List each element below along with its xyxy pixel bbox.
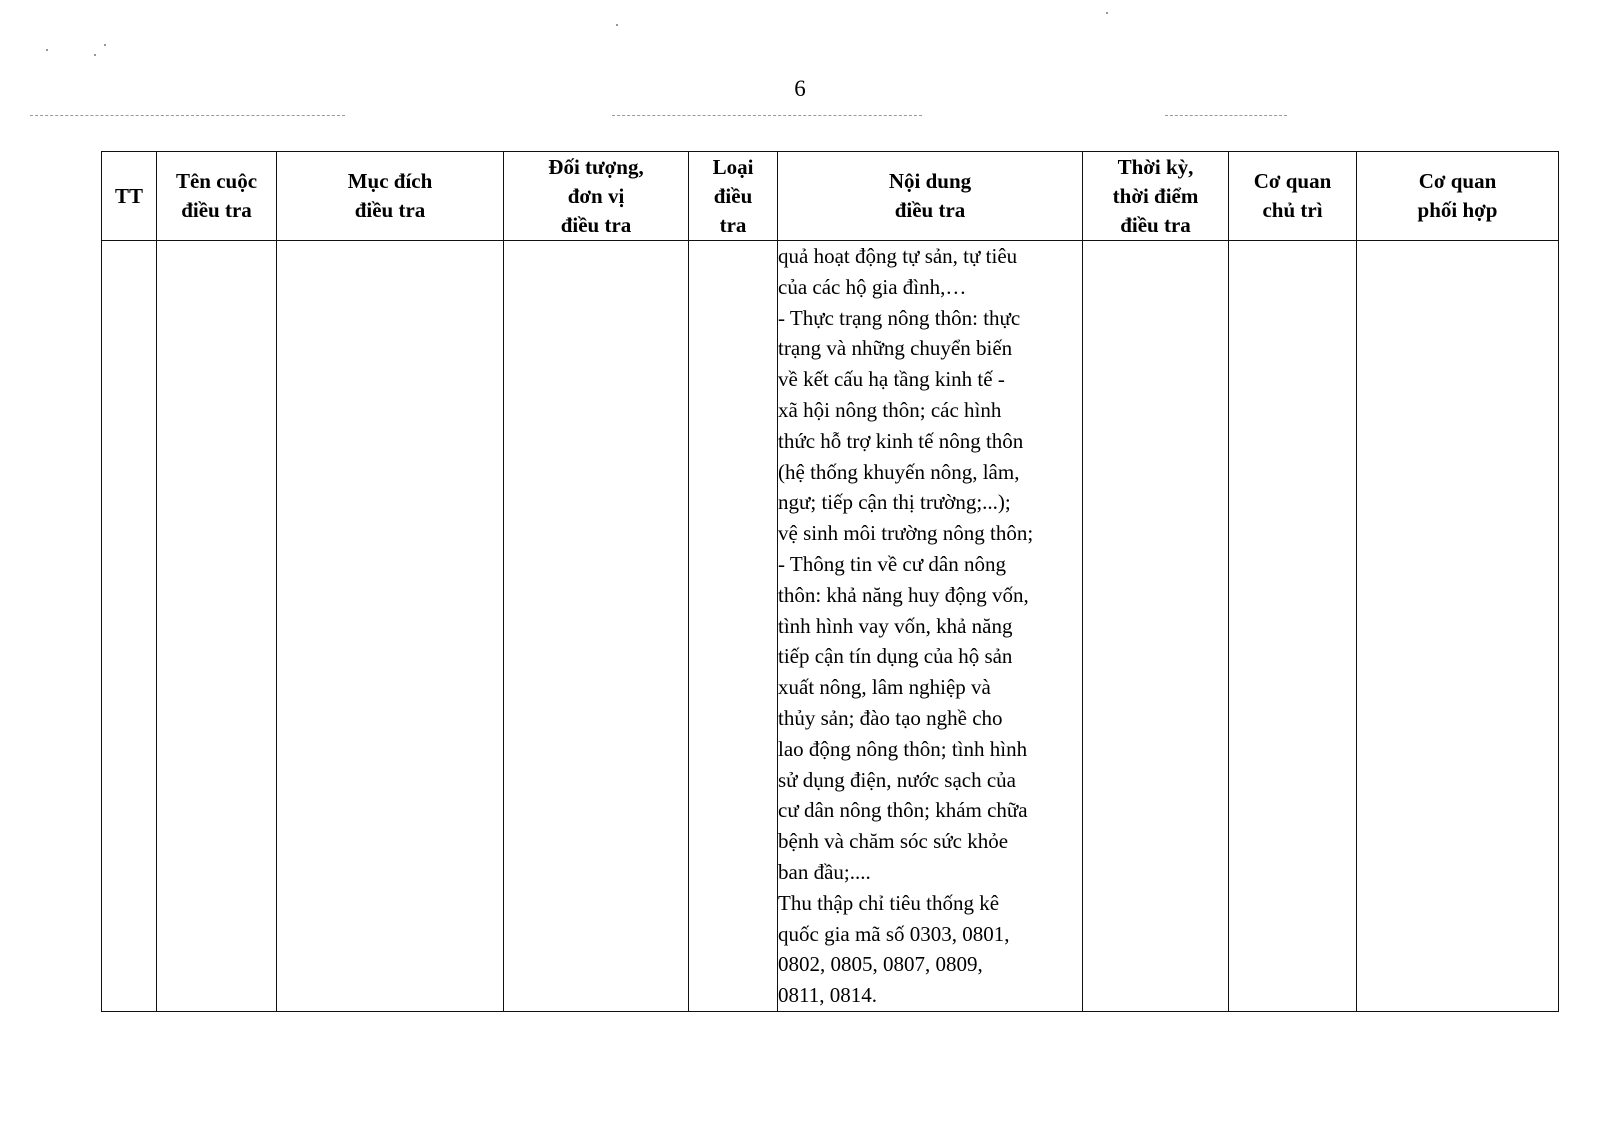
header-thoi-ky [1083, 152, 1229, 241]
header-ten-cuoc-dieu-tra-label: Tên cuộc điều tra [175, 169, 258, 222]
cell-thoi-ky [1083, 241, 1229, 1012]
header-rule-left [30, 115, 345, 116]
header-co-quan-chu-tri [1229, 152, 1357, 241]
header-doi-tuong [504, 152, 689, 241]
cell-loai [689, 241, 778, 1012]
header-muc-dich-label: Mục đích điều tra [347, 169, 433, 222]
content-line: ngư; tiếp cận thị trường;...); [778, 490, 1011, 515]
page-number: 6 [794, 76, 806, 101]
table-header-row [102, 152, 1559, 241]
content-line: thức hỗ trợ kinh tế nông thôn [778, 428, 1024, 453]
table-row [102, 241, 1559, 1012]
scan-speck [104, 44, 106, 46]
header-tt-label: TT [114, 183, 143, 208]
content-line: - Thông tin về cư dân nông [778, 551, 1006, 576]
content-line: sử dụng điện, nước sạch của [778, 767, 1016, 792]
scan-speck [616, 24, 618, 26]
content-line: tình hình vay vốn, khả năng [778, 613, 1013, 638]
content-line: lao động nông thôn; tình hình [778, 736, 1028, 761]
content-line: của các hộ gia đình,… [778, 274, 967, 299]
content-line: bệnh và chăm sóc sức khỏe [778, 829, 1009, 854]
header-thoi-ky-label: Thời kỳ, thời điểm điều tra [1112, 154, 1199, 237]
header-rule-center [612, 115, 922, 116]
noi-dung-text [778, 241, 1082, 1011]
cell-tt [102, 241, 157, 1012]
content-line: thủy sản; đào tạo nghề cho [778, 705, 1003, 730]
cell-noi-dung [778, 241, 1083, 1012]
content-line: (hệ thống khuyến nông, lâm, [778, 459, 1020, 484]
content-line: - Thực trạng nông thôn: thực [778, 305, 1021, 330]
content-line: thôn: khả năng huy động vốn, [778, 582, 1029, 607]
content-line: xã hội nông thôn; các hình [778, 397, 1002, 422]
scan-speck [46, 49, 48, 51]
header-co-quan-phoi-hop-label: Cơ quan phối hợp [1417, 169, 1498, 222]
cell-co-quan-chu-tri [1229, 241, 1357, 1012]
header-tt [102, 152, 157, 241]
survey-table [101, 151, 1559, 1012]
content-line: quốc gia mã số 0303, 0801, [778, 921, 1010, 946]
header-noi-dung [778, 152, 1083, 241]
content-line: về kết cấu hạ tầng kinh tế - [778, 367, 1005, 392]
content-line: vệ sinh môi trường nông thôn; [778, 521, 1034, 546]
header-loai-dieu-tra-label: Loại điều tra [712, 154, 754, 237]
content-line: quả hoạt động tự sản, tự tiêu [778, 244, 1018, 268]
cell-ten-cuoc-dieu-tra [157, 241, 277, 1012]
header-ten-cuoc-dieu-tra [157, 152, 277, 241]
content-line: Thu thập chỉ tiêu thống kê [778, 890, 1000, 915]
scan-speck [94, 54, 96, 56]
cell-muc-dich [277, 241, 504, 1012]
header-rule-right [1165, 115, 1287, 116]
scan-speck [1106, 12, 1108, 14]
content-line: ban đầu;.... [778, 859, 871, 884]
cell-co-quan-phoi-hop [1357, 241, 1559, 1012]
header-noi-dung-label: Nội dung điều tra [888, 169, 972, 222]
cell-doi-tuong [504, 241, 689, 1012]
content-line: 0811, 0814. [778, 983, 877, 1008]
header-co-quan-chu-tri-label: Cơ quan chủ trì [1253, 169, 1332, 222]
content-line: 0802, 0805, 0807, 0809, [778, 952, 983, 977]
header-muc-dich [277, 152, 504, 241]
content-line: cư dân nông thôn; khám chữa [778, 798, 1028, 823]
content-line: xuất nông, lâm nghiệp và [778, 675, 991, 700]
header-doi-tuong-label: Đối tượng, đơn vị điều tra [548, 154, 644, 237]
header-loai-dieu-tra [689, 152, 778, 241]
content-line: tiếp cận tín dụng của hộ sản [778, 644, 1013, 669]
content-line: trạng và những chuyển biến [778, 336, 1013, 361]
header-co-quan-phoi-hop [1357, 152, 1559, 241]
